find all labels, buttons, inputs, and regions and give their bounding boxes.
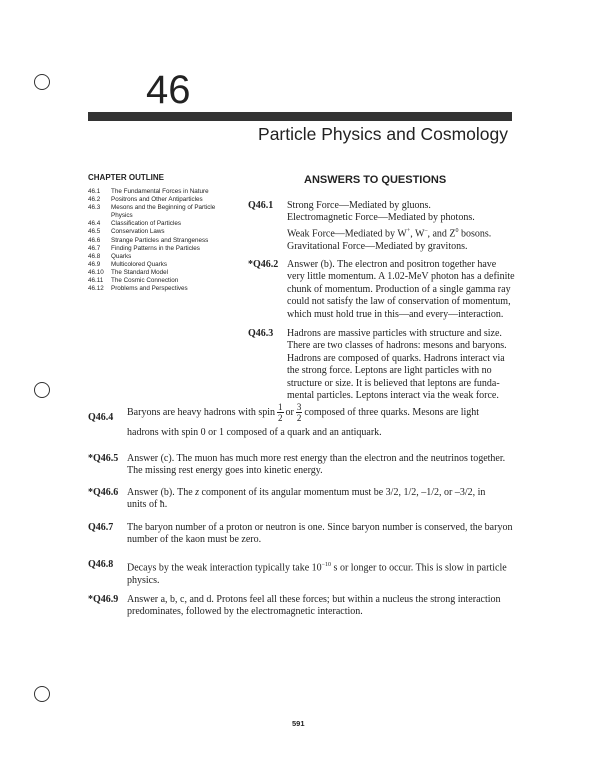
answer-line: Electromagnetic Force—Mediated by photons. — [287, 212, 475, 224]
question-number: Q46.8 — [88, 559, 114, 570]
answer-line: number of the kaon must be zero. — [127, 534, 262, 546]
question-number: Q46.1 — [248, 200, 274, 211]
exponent: −10 — [321, 562, 332, 568]
answer-q46-5 — [127, 453, 505, 478]
chapter-number: 46 — [146, 68, 191, 112]
outline-item-number: 46.3 — [88, 204, 101, 212]
fraction-numerator: 3 — [296, 402, 302, 412]
binder-hole-middle — [34, 382, 50, 398]
answer-line: could not satisfy the law of conservation of momentum, — [287, 296, 511, 308]
answer-q46-6 — [127, 487, 485, 512]
answer-text: or — [285, 406, 294, 418]
variable-z: z — [195, 487, 200, 498]
answer-line — [127, 487, 485, 499]
answer-q46-1 — [287, 200, 491, 253]
answer-line: which must hold true in this—and every—interaction. — [287, 308, 504, 320]
outline-item-label: Quarks — [111, 252, 132, 260]
binder-hole-top — [34, 74, 50, 90]
answer-line: Gravitational Force—Mediated by gravitons. — [287, 240, 468, 252]
question-number: *Q46.6 — [88, 487, 119, 498]
outline-item — [88, 277, 238, 285]
page-number: 591 — [292, 719, 305, 728]
outline-item — [88, 228, 238, 236]
question-number: *Q46.5 — [88, 453, 119, 464]
answer-line — [127, 402, 479, 423]
answer-text: Baryons are heavy hadrons with spin — [127, 406, 276, 418]
superscript: 0 — [455, 227, 459, 234]
power-base: 10 — [311, 562, 322, 574]
fraction-denominator: 2 — [278, 413, 283, 423]
outline-item-number: 46.2 — [88, 196, 101, 204]
outline-item-label: Positrons and Other Antiparticles — [111, 196, 203, 204]
outline-item-number: 46.9 — [88, 260, 101, 268]
outline-item — [88, 220, 238, 228]
outline-item-number: 46.4 — [88, 220, 101, 228]
fraction-three-halves — [296, 402, 303, 423]
answer-text: s or longer to occur. This is slow in particle — [333, 562, 507, 574]
answer-q46-4 — [127, 402, 479, 440]
binder-hole-bottom — [34, 686, 50, 702]
answer-text: , and Z — [427, 228, 456, 240]
outline-item — [88, 261, 238, 269]
outline-item-number: 46.6 — [88, 236, 101, 244]
answer-line: Hadrons are composed of quarks. Hadrons interact via — [287, 352, 505, 364]
outline-item-label: Strange Particles and Strangeness — [111, 236, 209, 244]
outline-item-label: The Standard Model — [111, 268, 169, 276]
outline-item-label: Multicolored Quarks — [111, 260, 167, 268]
answer-line: mental particles. Leptons interact via the weak force. — [287, 390, 499, 402]
question-number: Q46.4 — [88, 412, 114, 423]
outline-item — [88, 237, 238, 245]
outline-item-label: Finding Patterns in the Particles — [111, 244, 200, 252]
answer-line: physics. — [127, 574, 160, 586]
fraction-denominator: 2 — [296, 413, 302, 423]
chapter-outline — [88, 188, 238, 293]
outline-item-number: 46.7 — [88, 244, 101, 252]
outline-item-label: Conservation Laws — [111, 228, 165, 236]
outline-item — [88, 285, 238, 293]
outline-item-number: 46.1 — [88, 188, 101, 195]
outline-item-number: 46.10 — [88, 268, 104, 276]
answer-q46-2 — [287, 259, 515, 321]
outline-item — [88, 253, 238, 261]
question-number: *Q46.9 — [88, 594, 119, 605]
header-rule — [88, 112, 512, 121]
answer-line: the strong force. Leptons are light particles with no — [287, 365, 492, 377]
outline-heading: CHAPTER OUTLINE — [88, 173, 164, 182]
answer-text: bosons. — [458, 228, 492, 240]
answer-text: Answer (b). The — [127, 487, 196, 498]
answer-text: , W — [410, 228, 425, 240]
answer-line: Strong Force—Mediated by gluons. — [287, 200, 431, 211]
outline-item-number: 46.8 — [88, 252, 101, 260]
answer-text: Weak Force—Mediated by W — [287, 228, 407, 240]
outline-item — [88, 204, 238, 220]
superscript: + — [406, 227, 411, 234]
answer-line: units of ħ. — [127, 499, 168, 511]
outline-item-number: 46.11 — [88, 277, 104, 285]
fraction-numerator: 1 — [278, 402, 283, 412]
answer-line: hadrons with spin 0 or 1 composed of a quark and an antiquark. — [127, 427, 382, 438]
answer-line — [287, 225, 491, 241]
outline-item-label: The Cosmic Connection — [111, 277, 179, 285]
answer-line: The baryon number of a proton or neutron is one. Since baryon number is conserved, the baryon — [127, 522, 513, 533]
outline-item — [88, 269, 238, 277]
answer-line — [127, 559, 507, 575]
outline-item — [88, 245, 238, 253]
outline-item-label: Mesons and the Beginning of Particle Physics — [111, 204, 216, 220]
answer-line: very little momentum. A 1.02-MeV photon has a definite — [287, 271, 515, 283]
answer-q46-3 — [287, 328, 507, 402]
answer-text: Decays by the weak interaction typically take — [127, 562, 310, 574]
answer-line: predominates, followed by the electromagnetic interaction. — [127, 606, 363, 618]
answer-line: The missing rest energy goes into kinetic energy. — [127, 465, 323, 477]
answer-line: structure or size. It is believed that leptons are funda- — [287, 377, 500, 389]
answer-line: There are two classes of hadrons: mesons and baryons. — [287, 340, 507, 352]
superscript: – — [424, 227, 428, 234]
outline-item — [88, 196, 238, 204]
answer-text: composed of three quarks. Mesons are light — [304, 406, 480, 418]
answer-q46-8 — [127, 559, 507, 587]
answer-line: Answer (c). The muon has much more rest energy than the electron and the neutrinos together. — [127, 453, 506, 464]
answer-line: Hadrons are massive particles with structure and size. — [287, 328, 502, 339]
outline-item-label: Problems and Perspectives — [111, 285, 188, 293]
question-number: Q46.3 — [248, 328, 274, 339]
answer-line: Answer a, b, c, and d. Protons feel all these forces; but within a nucleus the strong interaction — [127, 594, 501, 605]
question-number: *Q46.2 — [248, 259, 279, 270]
outline-item-number: 46.5 — [88, 228, 101, 236]
answer-q46-7 — [127, 522, 512, 547]
question-number: Q46.7 — [88, 522, 114, 533]
answer-text: component of its angular momentum must be 3/2, 1/2, –1/2, or –3/2, in — [199, 487, 486, 498]
outline-item-label: Classification of Particles — [111, 220, 181, 228]
outline-item-number: 46.12 — [88, 285, 104, 293]
outline-item-label: The Fundamental Forces in Nature — [111, 188, 209, 195]
answers-heading: ANSWERS TO QUESTIONS — [304, 174, 447, 186]
fraction-one-half — [277, 402, 284, 423]
outline-item — [88, 188, 238, 196]
answer-q46-9 — [127, 594, 501, 619]
answer-line: chunk of momentum. Production of a single gamma ray — [287, 283, 511, 295]
answer-line: Answer (b). The electron and positron together have — [287, 259, 497, 270]
chapter-title: Particle Physics and Cosmology — [258, 124, 508, 144]
